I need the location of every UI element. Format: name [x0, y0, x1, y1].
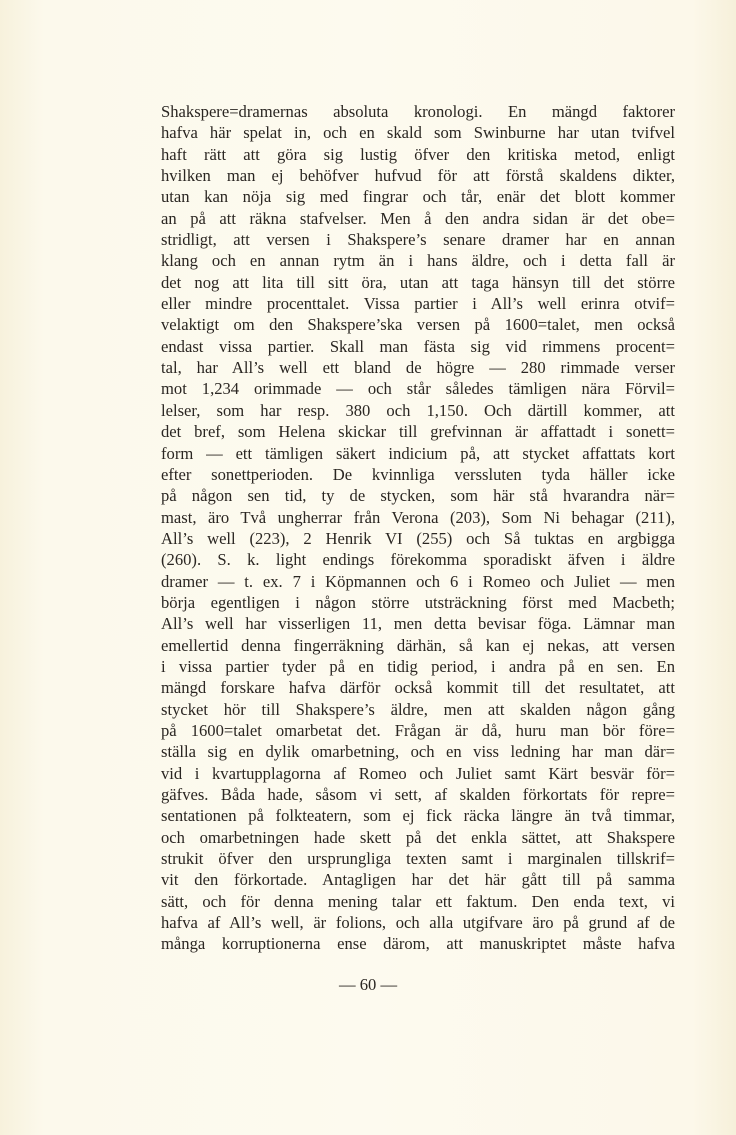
text-line: stycket hör till Shakspere’s äldre, men att skalden någon gång	[161, 699, 675, 719]
text-line: All’s well har visserligen 11, men detta bevisar föga. Lämnar man	[161, 614, 675, 634]
text-line: emellertid denna fingerräkning därhän, så kan ej nekas, att versen	[161, 635, 675, 655]
text-line: hvilken man ej behöfver hufvud för att förstå skaldens dikter,	[161, 166, 675, 186]
text-line: på 1600=talet omarbetat det. Frågan är då, huru man bör före=	[161, 720, 675, 740]
text-line: klang och en annan rytm än i hans äldre, och i detta fall är	[161, 251, 675, 271]
text-line: vit den förkortade. Antagligen har det här gått till på samma	[161, 870, 675, 890]
text-line: form — ett tämligen säkert indicium på, att stycket affattats kort	[161, 443, 675, 463]
text-line: mast, äro Två ungherrar från Verona (203), Som Ni behagar (211),	[161, 507, 675, 527]
text-line: tal, har All’s well ett bland de högre — 280 rimmade verser	[161, 358, 675, 378]
text-line: haft rätt att göra sig lustig öfver den kritiska metod, enligt	[161, 144, 675, 164]
text-line: endast vissa partier. Skall man fästa sig vid rimmens procent=	[161, 336, 675, 356]
text-line: många korruptionerna ense därom, att manuskriptet måste hafva	[161, 934, 675, 954]
text-line: vid i kvartupplagorna af Romeo och Juliet samt Kärt besvär för=	[161, 763, 675, 783]
text-line: velaktigt om den Shakspere’ska versen på 1600=talet, men också	[161, 315, 675, 335]
text-line: börja egentligen i någon större utsträckning först med Macbeth;	[161, 592, 675, 612]
text-line: på någon sen tid, ty de stycken, som här stå hvarandra när=	[161, 486, 675, 506]
text-line: mängd forskare hafva därför också kommit till det resultatet, att	[161, 678, 675, 698]
body-text	[161, 101, 675, 955]
text-line: efter sonettperioden. De kvinnliga verssluten tyda häller icke	[161, 464, 675, 484]
text-line: lelser, som har resp. 380 och 1,150. Och därtill kommer, att	[161, 400, 675, 420]
text-line: det nog att lita till sitt öra, utan att taga hänsyn till det större	[161, 272, 675, 292]
page-number: — 60 —	[338, 975, 398, 994]
text-line: an på att räkna stafvelser. Men å den andra sidan är det obe=	[161, 208, 675, 228]
text-line: gäfves. Båda hade, såsom vi sett, af skalden förkortats för repre=	[161, 785, 675, 804]
text-line: ställa sig en dylik omarbetning, och en viss ledning har man där=	[161, 742, 675, 762]
text-line: det bref, som Helena skickar till grefvinnan är affattadt i sonett=	[161, 422, 675, 442]
text-line: sätt, och för denna mening talar ett faktum. Den enda text, vi	[161, 891, 675, 911]
text-line: Shakspere=dramernas absoluta kronologi. En mängd faktorer	[161, 102, 675, 121]
text-line: strukit öfver den ursprungliga texten samt i marginalen tillskrif=	[161, 849, 675, 869]
text-line: och omarbetningen hade skett på det enkla sättet, att Shakspere	[161, 827, 675, 847]
text-line: eller mindre procenttalet. Vissa partier i All’s well erinra otvif=	[161, 294, 675, 314]
text-line: All’s well (223), 2 Henrik VI (255) och Så tuktas en argbigga	[161, 528, 675, 548]
text-line: i vissa partier tyder på en tidig period, i andra på en sen. En	[161, 656, 675, 676]
text-line: hafva af All’s well, är folions, och alla utgifvare äro på grund af de	[161, 913, 675, 933]
text-line: stridligt, att versen i Shakspere’s senare dramer har en annan	[161, 230, 675, 250]
text-line: sentationen på folkteatern, som ej fick räcka längre än två timmar,	[161, 806, 675, 826]
text-line: (260). S. k. light endings förekomma sporadiskt äfven i äldre	[161, 550, 675, 570]
text-line: utan kan nöja sig med fingrar och tår, enär det blott kommer	[161, 187, 675, 207]
text-line: hafva här spelat in, och en skald som Swinburne har utan tvifvel	[161, 123, 675, 143]
text-line: mot 1,234 orimmade — och står således tämligen nära Förvil=	[161, 379, 675, 399]
text-line: dramer — t. ex. 7 i Köpmannen och 6 i Romeo och Juliet — men	[161, 571, 675, 591]
